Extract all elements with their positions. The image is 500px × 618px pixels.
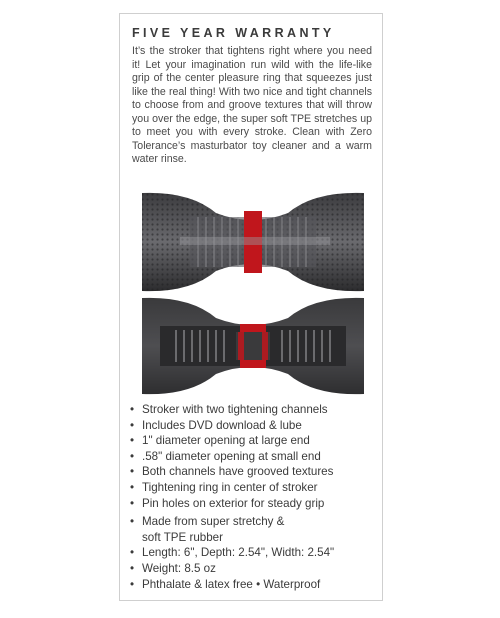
list-item: • 1" diameter opening at large end [130,434,310,448]
bullet: • [130,515,135,529]
list-item: • Stroker with two tightening channels [130,403,328,416]
bullet: • [130,561,135,575]
list-item: • Length: 6", Depth: 2.54", Width: 2.54" [130,546,335,560]
bullet: • [130,418,135,432]
bullet: • [130,496,135,510]
list-item: • Includes DVD download & lube [130,418,302,432]
bullet: • [130,480,135,494]
bullet: • [130,434,135,448]
product-description: It’s the stroker that tightens right where you need it! Let your imagination run wild with the life-like grip of the center pleasure ring that squeezes just like the real thing! With two nice and tight channels to choose from and groove textures that will throw you over the edge, the super soft TPE stretches up to meet you with every stroke. Clean with Zero Tolerance’s masturbator toy cleaner and a warm water rinse. [132,45,372,165]
bullet: • [130,465,135,479]
list-item: • Made from super stretchy & soft TPE rubber [130,515,285,544]
warranty-heading: FIVE YEAR WARRANTY [132,26,335,40]
list-item: • Phthalate & latex free • Waterproof [130,577,321,591]
product-info-panel [119,13,383,601]
stroker-image-bottom [120,296,384,396]
list-item: • Both channels have grooved textures [130,465,334,479]
list-item: • Weight: 8.5 oz [130,561,216,575]
list-item: • Pin holes on exterior for steady grip [130,496,325,510]
bullet: • [130,449,135,463]
bullet: • [130,577,135,591]
bullet: • [130,403,135,416]
feature-list [130,402,334,592]
list-item: • .58" diameter opening at small end [130,449,321,463]
list-item: • Tightening ring in center of stroker [130,480,318,494]
stroker-image-top [120,187,384,297]
bullet: • [130,546,135,560]
